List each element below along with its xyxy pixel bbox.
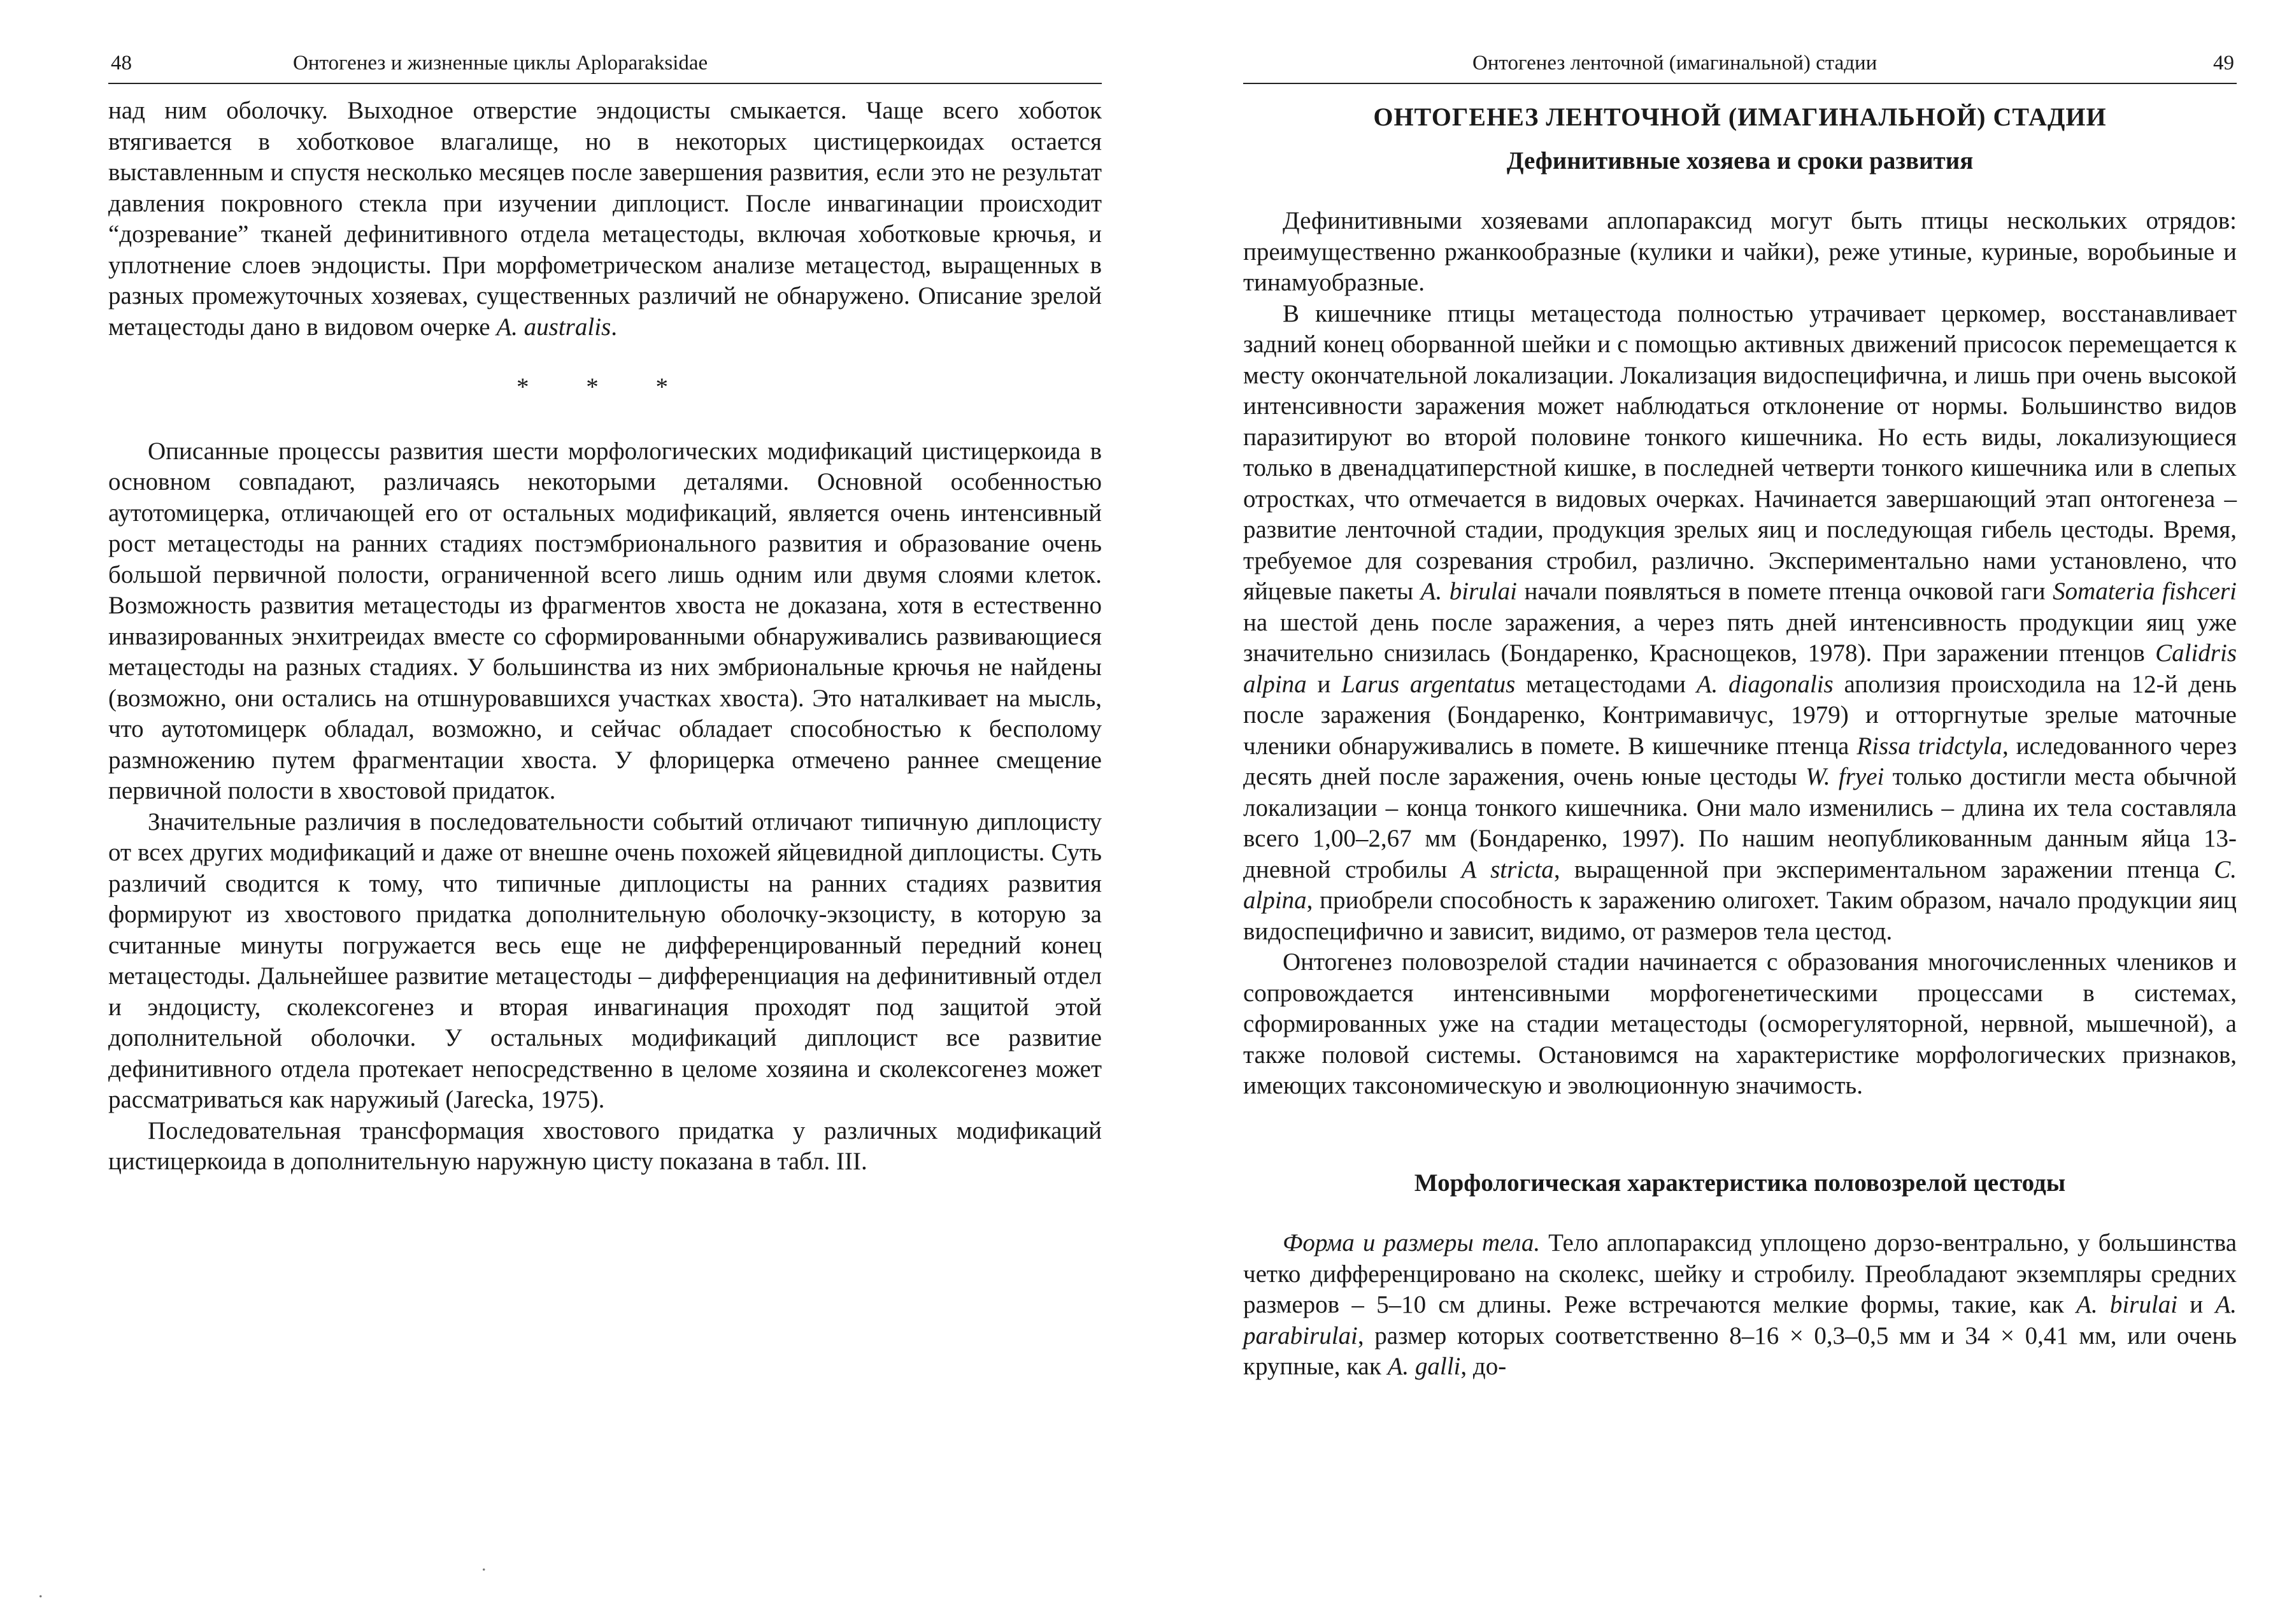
species-name: A. australis [496,313,611,341]
left-paragraph-4: Последовательная трансформация хвостового придатка у различных модификаций цистицеркоида в дополнительную наружную цисту показана в табл. III. [108,1116,1102,1175]
left-paragraph-3: Значительные различия в последовательности событий отличают типичную диплоцисту от всех других модификаций и даже от внешне очень похожей яйцевидной диплоцисты. Суть различий сводится к тому, что типичные диплоцисты на ранних стадиях развития формируют из хвостового придатка дополнительную оболочку-экзоцисту, в которую за считанные минуты погружается весь еще не дифференцированный передний конец метацестоды. Дальнейшее развитие метацестоды – дифференциация на дефинитивный отдел и эндоцисту, сколексогенез и вторая инвагинация проходят под защитой этой дополнительной оболочки. У остальных модификаций диплоцист все развитие дефинитивного отдела протекает непосредственно в целоме хозяина и сколексогенез может рассматриваться как наружиый (Jarecka, 1975). [108,808,1102,1113]
subsection-lead: Форма и размеры тела. [1283,1229,1541,1257]
section-title-morphology: Морфологическая характеристика половозрелой цестоды [1414,1169,2066,1197]
right-body-text [1243,102,2237,1383]
section-separator: * * * [517,373,694,401]
right-page [1243,0,2237,1624]
right-page-number: 49 [2213,52,2234,75]
right-paragraph-4: Форма и размеры тела. Тело аплопараксид уплощено дорзо-вентрально, у большинства четко дифференцировано на сколекс, шейку и стробилу. Преобладают экземпляры средних размеров – 5–10 см длины. Реже встречаются мелкие формы, такие, как A. birulai и A. parabirulai, размер которых соответственно 8–16 × 0,3–0,5 мм и 34 × 0,41 мм, или очень крупные, как A. galli, до- [1243,1229,2237,1380]
left-running-head [108,45,1102,84]
right-paragraph-2: В кишечнике птицы метацестода полностью утрачивает церкомер, восстанавливает задний конец оборванной шейки и с помощью активных движений присосок перемещается к месту окончательной локализации. Локализация видоспецифична, и лишь при очень высокой интенсивности заражения может наблюдаться отклонение от нормы. Большинство видов паразитируют во второй половине тонкого кишечника. Но есть виды, локализующиеся только в двенадцатиперстной кишке, в последней четверти тонкого кишечника или в слепых отростках, что отмечается в видовых очерках. Начинается завершающий этап онтогенеза – развитие ленточной стадии, продукция зрелых яиц и последующая гибель цестоды. Время, требуемое для созревания стробил, различно. Экспериментально нами установлено, что яйцевые пакеты A. birulai начали появляться в помете птенца очковой гаги Somateria fishceri на шестой день после заражения, а через пять дней интенсивность продукции яиц уже значительно снизилась (Бондаренко, Краснощеков, 1978). При заражении птенцов Calidris alpina и Larus argentatus метацестодами A. diagonalis аполизия происходила на 12-й день после заражения (Бондаренко, Контримавичус, 1979) и отторгнутые зрелые маточные членики обнаруживались в помете. В кишечнике птенца Rissa tridctyla, иследованного через десять дней после заражения, очень юные цестоды W. fryei только достигли места обычной локализации – конца тонкого кишечника. Они мало изменились – длина их тела составляла всего 1,00–2,67 мм (Бондаренко, 1997). По нашим неопубликованным данным яйца 13-дневной стробилы A stricta, выращенной при экспериментальном заражении птенца C. alpina, приобрели способность к заражению олигохет. Таким образом, начало продукции яиц видоспецифично и зависит, видимо, от размеров тела цестод. [1243,299,2237,945]
chapter-title: ОНТОГЕНЕЗ ЛЕНТОЧНОЙ (ИМАГИНАЛЬНОЙ) СТАДИИ [1373,103,2107,131]
scan-speck: . [481,1554,487,1575]
right-paragraph-3: Онтогенез половозрелой стадии начинается с образования многочисленных члеников и сопровождается интенсивными морфогенетическими процессами в системах, сформированных уже на стадии метацестоды (осморегуляторной, нервной, мышечной), а также половой системы. Остановимся на характеристике морфологических признаков, имеющих таксономическую и эволюционную значимость. [1243,948,2237,1099]
right-running-title: Онтогенез ленточной (имагинальной) стадии [1472,52,1877,75]
left-page-number: 48 [111,52,132,75]
right-paragraph-1: Дефинитивными хозяевами аплопараксид могут быть птицы нескольких отрядов: преимущественно ржанкообразные (кулики и чайки), реже утиные, куриные, воробьиные и тинамуобразные. [1243,207,2237,296]
left-paragraph-1: над ним оболочку. Выходное отверстие эндоцисты смыкается. Чаще всего хоботок втягивается в хоботковое влагалище, но в некоторых цистицеркоидах остается выставленным и спустя несколько месяцев после завершения развития, если это не результат давления покровного стекла при изучении диплоцист. После инвагинации происходит “дозревание” тканей дефинитивного отдела метацестоды, включая хоботковые крючья, и уплотнение слоев эндоцисты. При морфометрическом анализе метацестод, выращенных в разных промежуточных хозяевах, существенных различий не обнаружено. Описание зрелой метацестоды дано в видовом очерке A. australis. [108,97,1102,341]
left-paragraph-2: Описанные процессы развития шести морфологических модификаций цистицеркоида в основном совпадают, различаясь некоторыми деталями. Основной особенностью аутотомицерка, отличающей его от остальных модификаций, является очень интенсивный рост метацестоды на ранних стадиях постэмбрионального развития и образование очень большой первичной полости, ограниченной всего лишь одним или двумя слоями клеток. Возможность развития метацестоды из фрагментов хвоста не доказана, хотя в естественно инвазированных энхитреидах вместе со сформированными обнаруживались развивающиеся метацестоды на разных стадиях. У большинства из них эмбриональные крючья не найдены (возможно, они остались на отшнуровавшихся участках хвоста). Это наталкивает на мысль, что аутотомицерк обладал, возможно, и сейчас обладает способностью к бесполому размножению путем фрагментации хвоста. У флорицерка отмечено раннее смещение первичной полости в хвостовой придаток. [108,437,1102,804]
scan-speck: . [38,1581,43,1602]
right-running-head [1243,45,2237,84]
left-page [108,0,1102,1624]
left-running-title: Онтогенез и жизненные циклы Aploparaksidae [293,52,708,75]
left-body-text [108,96,1102,1178]
section-title-hosts: Дефинитивные хозяева и сроки развития [1506,146,1974,175]
